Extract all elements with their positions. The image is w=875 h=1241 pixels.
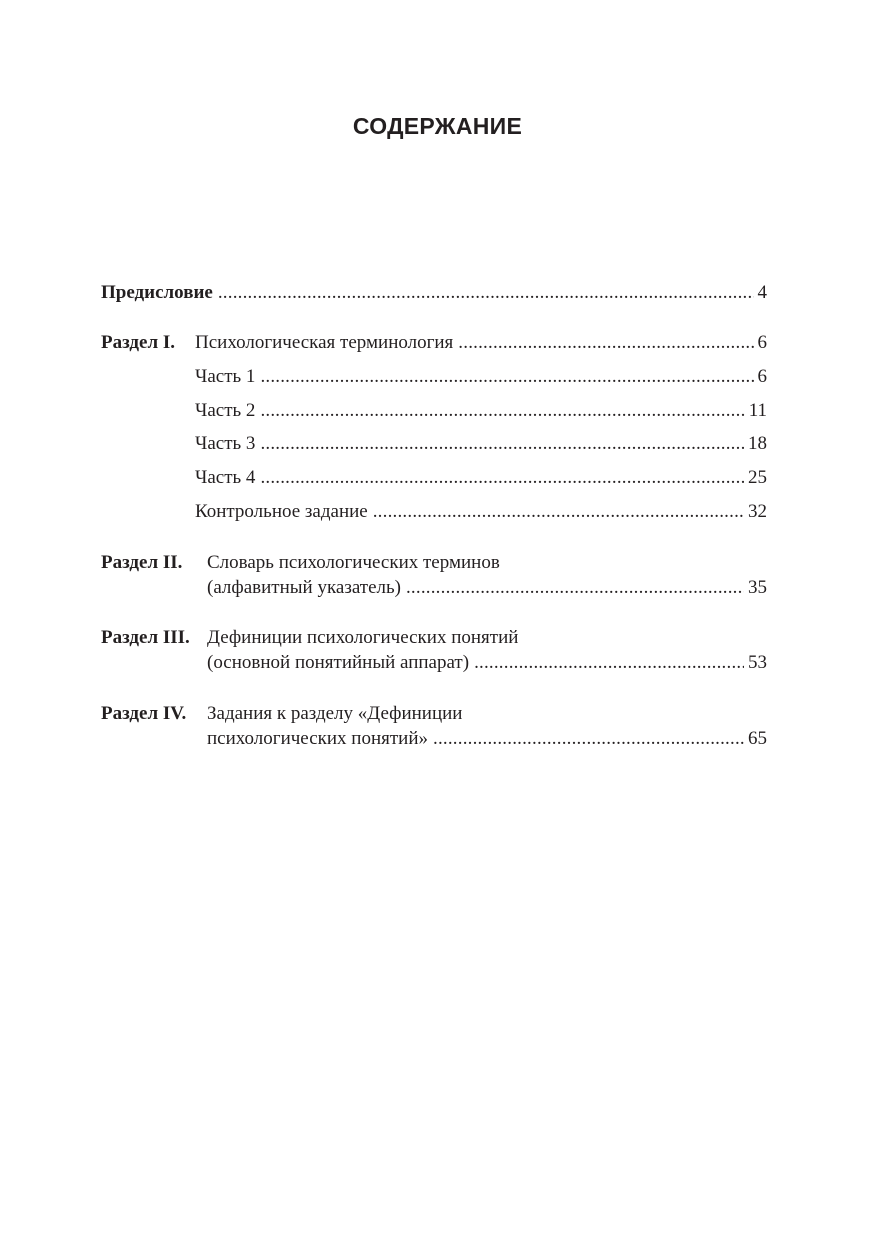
toc-dot-leader (260, 364, 753, 390)
toc-dot-leader (458, 330, 753, 356)
toc-entry-section-3 (101, 625, 767, 651)
toc-entry-line (207, 726, 767, 752)
toc-entry-part (101, 398, 767, 424)
toc-entry-title: Контрольное задание (195, 501, 368, 522)
toc-entry-title: Часть 1 (195, 366, 256, 387)
section-label-text: Раздел II (101, 552, 178, 573)
toc-entry-section-2-cont (101, 575, 767, 601)
toc-entry-title: Предисловие (101, 282, 213, 303)
toc-page-number: 25 (748, 467, 767, 488)
toc-entry-section-4 (101, 701, 767, 727)
toc-dot-leader (406, 575, 744, 601)
toc-page-number: 6 (757, 332, 767, 353)
toc-page-number: 32 (748, 501, 767, 522)
toc-entry-part (101, 499, 767, 525)
toc-entry-section-3-cont (101, 650, 767, 676)
toc-entry-title-line1: Словарь психологических терминов (207, 552, 500, 573)
section-label: Раздел IV. (101, 703, 187, 724)
toc-entry-line (195, 364, 767, 390)
toc-entry-line (195, 465, 767, 491)
toc-dot-leader (260, 398, 744, 424)
toc-entry-line (195, 431, 767, 457)
toc-entry-line (195, 330, 767, 356)
toc-entry-title: Часть 2 (195, 400, 256, 421)
toc-entry-preface (101, 280, 767, 306)
toc-dot-leader (433, 726, 744, 752)
toc-dot-leader (373, 499, 744, 525)
toc-page-number: 18 (748, 433, 767, 454)
toc-entry-title-line1: Дефиниции психологических понятий (207, 627, 519, 648)
toc-entry-title-line2: (алфавитный указатель) (207, 577, 401, 598)
toc-page-number: 35 (748, 577, 767, 598)
toc-page-number: 11 (748, 400, 767, 421)
toc-entry-section-1 (101, 330, 767, 356)
toc-page-number: 6 (757, 366, 767, 387)
section-label (101, 550, 182, 576)
toc-entry-line (101, 280, 767, 306)
section-label: Раздел I. (101, 332, 175, 353)
page-title: СОДЕРЖАНИЕ (352, 113, 523, 139)
toc-entry-title: Часть 3 (195, 433, 256, 454)
toc-page-number: 53 (748, 652, 767, 673)
toc-dot-leader (260, 431, 744, 457)
toc-entry-section-4-cont (101, 726, 767, 752)
toc-dot-leader (260, 465, 744, 491)
toc-entry-title-line2: (основной понятийный аппарат) (207, 652, 470, 673)
toc-entry-title: Психологическая терминология (195, 332, 454, 353)
toc-entry-title: Часть 4 (195, 467, 256, 488)
toc-dot-leader (218, 280, 754, 306)
toc-dot-leader (474, 650, 744, 676)
toc-entry-title-line2: психологических понятий» (207, 728, 428, 749)
toc-entry-line (207, 575, 767, 601)
toc-entry-line (195, 398, 767, 424)
toc-entry-line (207, 650, 767, 676)
toc-entry-part (101, 364, 767, 390)
section-label: Раздел III. (101, 627, 190, 648)
toc-entry-part (101, 465, 767, 491)
toc-entry-part (101, 431, 767, 457)
section-label-suffix: . (177, 552, 183, 573)
toc-page-number: 4 (757, 282, 767, 303)
toc-page-number: 65 (748, 728, 767, 749)
toc-entry-title-line1: Задания к разделу «Дефиниции (207, 703, 463, 724)
toc-entry-section-2 (101, 550, 767, 576)
toc-entry-line (195, 499, 767, 525)
